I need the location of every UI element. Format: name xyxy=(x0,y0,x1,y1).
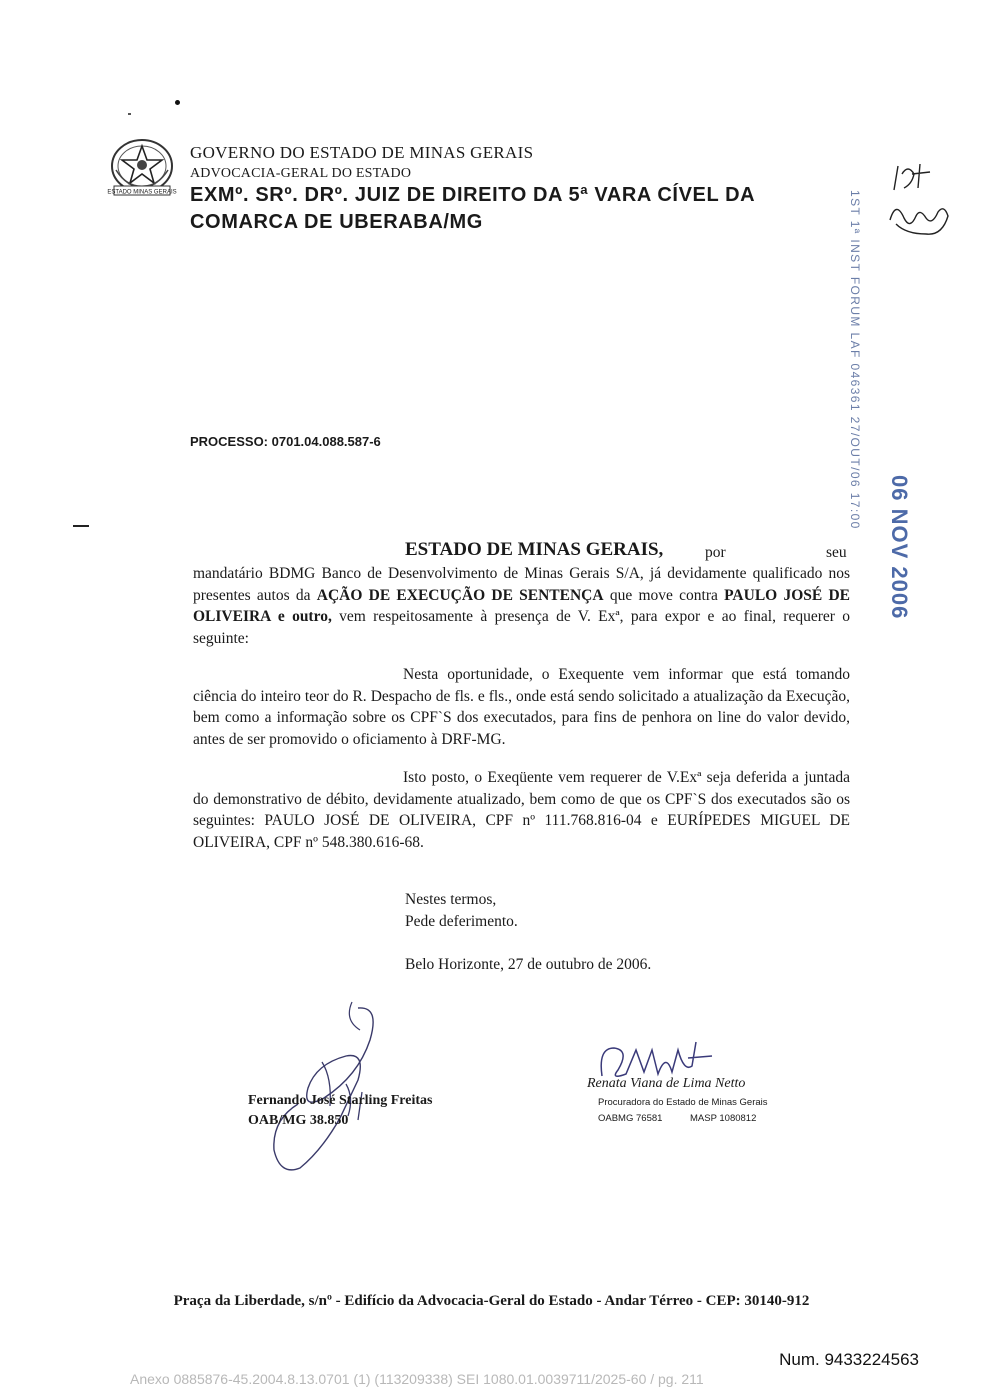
signer-left-oab: OAB/MG 38.850 xyxy=(248,1113,349,1128)
signer-right-title: Procuradora do Estado de Minas Gerais xyxy=(598,1097,768,1108)
signer-right-name: Renata Viana de Lima Netto xyxy=(587,1076,746,1091)
defendant-name: PAULO JOSÉ DE OLIVEIRA e outro, xyxy=(193,586,850,625)
addressee-line-2: COMARCA DE UBERABA/MG xyxy=(190,211,483,233)
party-name: ESTADO DE MINAS GERAIS, xyxy=(405,539,664,560)
closing-line-1: Nestes termos, xyxy=(405,891,497,908)
document-number: Num. 9433224563 xyxy=(779,1350,919,1369)
scan-mark xyxy=(73,525,89,527)
signature-left-scribble xyxy=(262,1000,402,1175)
margin-annotation xyxy=(886,160,956,240)
action-name: AÇÃO DE EXECUÇÃO DE SENTENÇA xyxy=(316,586,604,604)
p1-text-c: vem respeitosamente à presença de V. Exª, para expor e ao final, requerer o seguinte: xyxy=(193,608,850,647)
received-date-stamp: 06 NOV 2006 xyxy=(887,475,912,620)
seal-text: ESTADO MINAS GERAIS xyxy=(107,189,177,196)
p1-text-a: mandatário BDMG Banco de Desenvolvimento de Minas Gerais S/A, já devidamente qualificado nos presentes autos da xyxy=(193,565,850,604)
paragraph-3: Isto posto, o Exeqüente vem requerer de V.Exª seja deferida a juntada do demonstrativo de débito, devidamente atualizado, bem como de que os CPF`S dos executados são os seguintes: PAULO JOSÉ DE OLIVEIRA, CPF nº 111.768.816-04 e EURÍPEDES MIGUEL DE OLIVEIRA, CPF nº 548.380.616-68. xyxy=(193,769,850,851)
addressee-heading xyxy=(190,182,860,236)
margin-annotation-text xyxy=(886,160,890,161)
state-seal-logo xyxy=(106,136,178,200)
paragraph-1 xyxy=(193,563,850,649)
closing-line-2: Pede deferimento. xyxy=(405,913,518,930)
signer-right-oab: OABMG 76581 xyxy=(598,1113,663,1124)
signer-right-masp: MASP 1080812 xyxy=(690,1113,757,1124)
protocol-stamp: 1ST 1ª INST FORUM LAF 046361 27/OUT/06 17:00 xyxy=(848,190,862,530)
government-line: GOVERNO DO ESTADO DE MINAS GERAIS xyxy=(190,143,534,162)
word-seu: seu xyxy=(826,544,847,561)
agency-line: ADVOCACIA-GERAL DO ESTADO xyxy=(190,166,412,181)
scan-mark xyxy=(128,113,131,115)
closing-date: Belo Horizonte, 27 de outubro de 2006. xyxy=(405,956,652,973)
p1-text-b: que move contra xyxy=(603,586,725,604)
addressee-line-1: EXMº. SRº. DRº. JUIZ DE DIREITO DA 5ª VARA CÍVEL DA xyxy=(190,184,756,206)
signer-left-name: Fernando José Starling Freitas xyxy=(248,1093,433,1108)
paragraph-2: Nesta oportunidade, o Exequente vem informar que está tomando ciência do inteiro teor do R. Despacho de fls. e fls., onde está sendo solicitado a atualização da Execução, bem como a informação sobre os CPF`S dos executados, para fins de penhora on line do valor devido, antes de ser promovido o oficiamento à DRF-MG. xyxy=(193,666,850,748)
process-number: PROCESSO: 0701.04.088.587-6 xyxy=(190,434,381,449)
scan-mark xyxy=(175,100,180,105)
word-por: por xyxy=(705,544,726,561)
footer-address: Praça da Liberdade, s/nº - Edifício da Advocacia-Geral do Estado - Andar Térreo - CEP: 30140-912 xyxy=(173,1293,810,1309)
annex-reference: Anexo 0885876-45.2004.8.13.0701 (1) (113209338) SEI 1080.01.0039711/2025-60 / pg. 211 xyxy=(130,1371,704,1387)
